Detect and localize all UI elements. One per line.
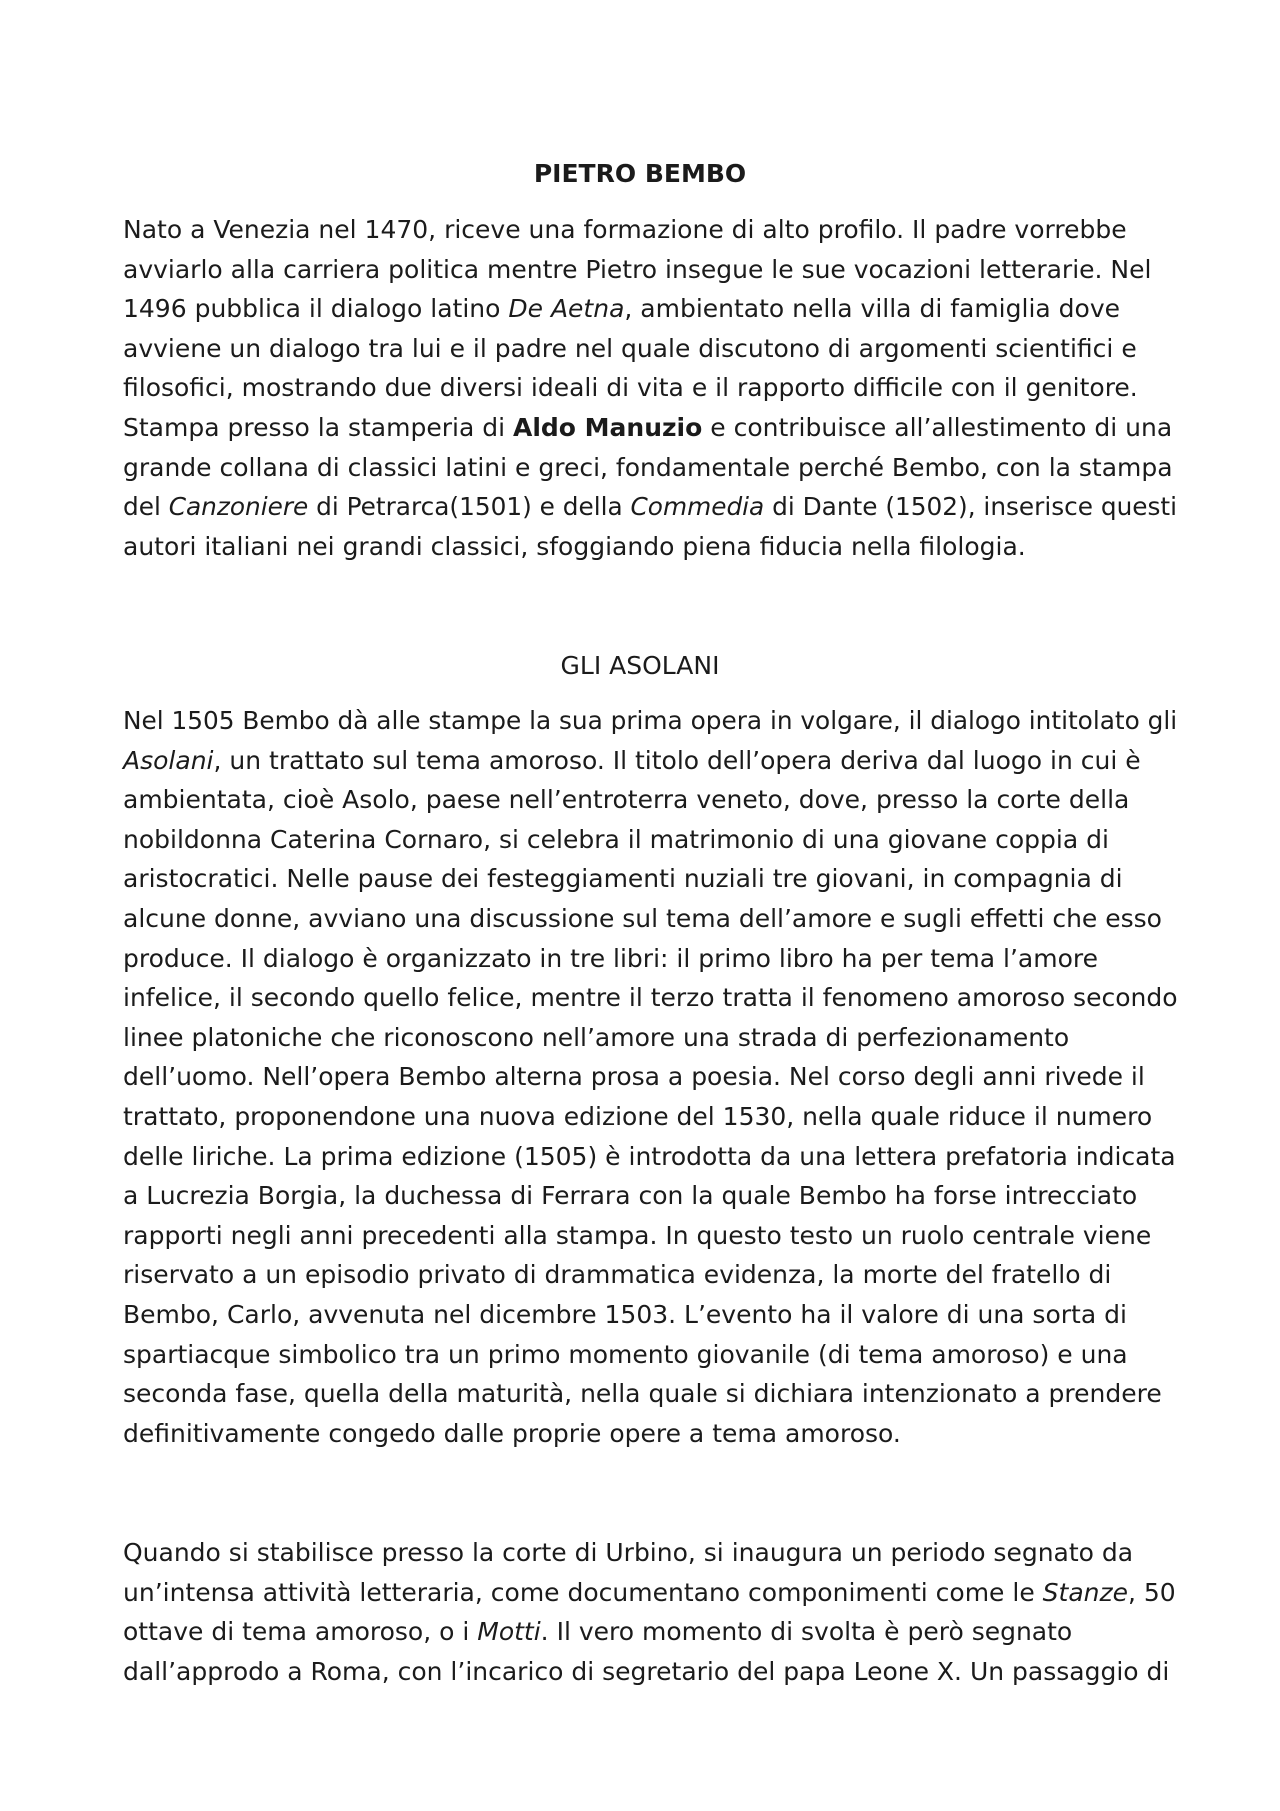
text-line: Asolani, un trattato sul tema amoroso. Il titolo dell’opera deriva dal luogo in cui è [123,745,1141,775]
work-title-de-aetna: De Aetna [508,294,625,324]
text-line: a Lucrezia Borgia, la duchessa di Ferrara con la quale Bembo ha forse intrecciato [123,1181,1138,1211]
text-line: grande collana di classici latini e greci, fondamentale perché Bembo, con la stampa [123,452,1173,482]
text-line: filosofici, mostrando due diversi ideali di vita e il rapporto difficile con il genitore. [123,373,1138,403]
text-line: linee platoniche che riconoscono nell’amore una strada di perfezionamento [123,1022,1070,1052]
text-line: aristocratici. Nelle pause dei festeggiamenti nuziali tre giovani, in compagnia di [123,864,1123,894]
text-line: Stampa presso la stamperia di Aldo Manuzio e contribuisce all’allestimento di una [123,412,1173,442]
text-line: riservato a un episodio privato di drammatica evidenza, la morte del fratello di [123,1260,1112,1290]
section-heading: GLI ASOLANI [560,651,720,680]
text-line: definitivamente congedo dalle proprie opere a tema amoroso. [123,1418,901,1448]
text-line: spartiacque simbolico tra un primo momento giovanile (di tema amoroso) e una [123,1339,1128,1369]
paragraph-biography [123,210,1183,566]
text-line: ottave di tema amoroso, o i Motti. Il vero momento di svolta è però segnato [123,1617,1073,1647]
document-title: PIETRO BEMBO [533,159,747,188]
text-line: nobildonna Caterina Cornaro, si celebra il matrimonio di una giovane coppia di [123,824,1109,854]
text-line: rapporti negli anni precedenti alla stampa. In questo testo un ruolo centrale viene [123,1220,1152,1250]
work-title-stanze: Stanze [1042,1577,1128,1607]
text-line: 1496 pubblica il dialogo latino De Aetna, ambientato nella villa di famiglia dove [123,294,1120,324]
text-line: infelice, il secondo quello felice, mentre il terzo tratta il fenomeno amoroso secondo [123,983,1178,1013]
paragraph-asolani [123,701,1183,1453]
text-line: un’intensa attività letteraria, come documentano componimenti come le Stanze, 50 [123,1577,1176,1607]
text-line: Quando si stabilisce presso la corte di Urbino, si inaugura un periodo segnato da [123,1538,1134,1567]
text-line: dell’uomo. Nell’opera Bembo alterna prosa a poesia. Nel corso degli anni rivede il [123,1062,1145,1092]
text-line: dall’approdo a Roma, con l’incarico di segretario del papa Leone X. Un passaggio di [123,1656,1170,1686]
paragraph-urbino [123,1533,1183,1691]
text-line: trattato, proponendone una nuova edizione del 1530, nella quale riduce il numero [123,1101,1153,1131]
work-title-canzoniere: Canzoniere [168,492,309,522]
text-line: alcune donne, avviano una discussione sul tema dell’amore e sugli effetti che esso [123,903,1162,933]
text-line: Bembo, Carlo, avvenuta nel dicembre 1503. L’evento ha il valore di una sorta di [123,1299,1127,1329]
work-title-commedia: Commedia [630,492,765,522]
work-title-motti: Motti [477,1617,541,1647]
text-line: produce. Il dialogo è organizzato in tre libri: il primo libro ha per tema l’amore [123,943,1098,973]
text-line: seconda fase, quella della maturità, nella quale si dichiara intenzionato a prendere [123,1379,1162,1409]
text-line: avviene un dialogo tra lui e il padre nel quale discutono di argomenti scientifici e [123,333,1137,363]
text-line: autori italiani nei grandi classici, sfoggiando piena fiducia nella filologia. [123,531,1026,561]
text-line: Nel 1505 Bembo dà alle stampe la sua prima opera in volgare, il dialogo intitolato gli [123,706,1178,735]
work-title-asolani: Asolani [123,745,214,775]
text-line: Nato a Venezia nel 1470, riceve una formazione di alto profilo. Il padre vorrebbe [123,215,1127,244]
name-aldo-manuzio: Aldo Manuzio [512,412,703,442]
text-line: del Canzoniere di Petrarca(1501) e della Commedia di Dante (1502), inserisce questi [123,492,1177,522]
text-line: ambientata, cioè Asolo, paese nell’entroterra veneto, dove, presso la corte della [123,785,1130,815]
text-line: delle liriche. La prima edizione (1505) è introdotta da una lettera prefatoria indicata [123,1141,1176,1171]
text-line: avviarlo alla carriera politica mentre Pietro insegue le sue vocazioni letterarie. Nel [123,254,1152,284]
